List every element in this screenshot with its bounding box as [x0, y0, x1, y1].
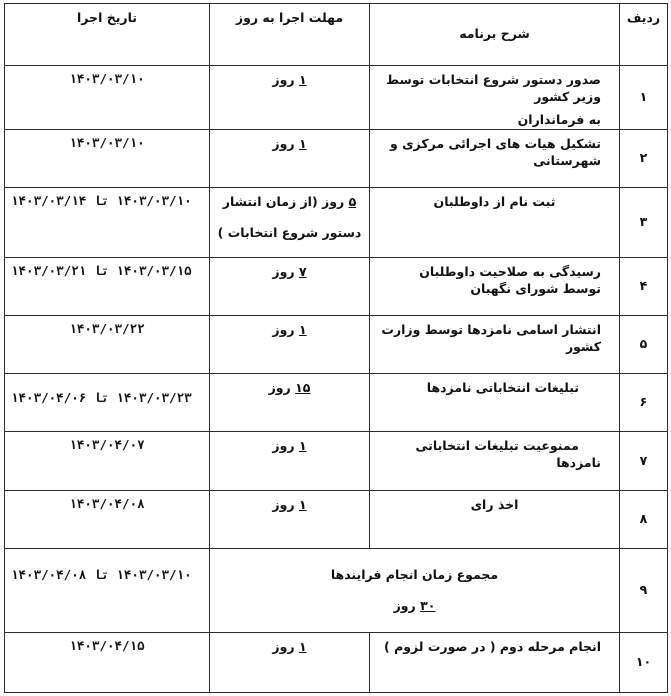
table-row — [5, 632, 668, 692]
header-date: تاریخ اجرا — [5, 4, 210, 66]
row-number: ۵ — [620, 316, 668, 374]
description-line: انجام مرحله دوم ( در صورت لزوم ) — [384, 638, 601, 654]
duration-unit: روز — [272, 322, 295, 338]
duration-number: ۱ — [298, 496, 307, 512]
row-description — [370, 632, 620, 692]
total-label: مجموع زمان انجام فرایندها — [330, 566, 499, 582]
description-line: ممنوعیت تبلیغات انتخاباتی نامزدها — [415, 438, 601, 471]
election-schedule-table — [4, 3, 668, 693]
table-row — [5, 374, 668, 432]
table-row — [5, 187, 668, 257]
row-number: ۶ — [620, 374, 668, 432]
table-row — [5, 129, 668, 187]
description-line: اخذ رای — [470, 496, 519, 512]
duration-unit: روز — [272, 72, 295, 87]
row-number: ۷ — [620, 432, 668, 490]
row-date: ۱۴۰۳/۰۴/۰۸ — [5, 490, 210, 548]
duration-unit: روز — [272, 638, 295, 654]
row-description — [370, 187, 620, 257]
row-duration — [210, 66, 370, 130]
row-date: ۱۴۰۳/۰۴/۰۷ — [5, 432, 210, 490]
duration-number: ۱ — [298, 72, 307, 87]
description-line: انتشار اسامی نامزدها توسط وزارت کشور — [381, 322, 601, 355]
duration-unit: روز — [272, 438, 295, 454]
row-number: ۹ — [620, 548, 668, 632]
header-description: شرح برنامه — [370, 4, 620, 66]
duration-number: ۱ — [298, 135, 307, 151]
total-duration — [220, 598, 609, 615]
duration-note: دستور شروع انتخابات ) — [217, 224, 362, 240]
row-date: ۱۴۰۳/۰۳/۱۵ تا ۱۴۰۳/۰۳/۲۱ — [5, 258, 210, 316]
row-date: ۱۴۰۳/۰۳/۱۰ تا ۱۴۰۳/۰۴/۰۸ — [5, 548, 210, 632]
table-row — [5, 432, 668, 490]
duration-number: ۱۵ — [295, 380, 311, 396]
row-number: ۴ — [620, 258, 668, 316]
row-description — [370, 258, 620, 316]
duration-unit: روز — [272, 496, 295, 512]
duration-unit: روز — [272, 135, 295, 151]
table-row — [5, 316, 668, 374]
row-duration — [210, 316, 370, 374]
row-description — [370, 316, 620, 374]
description-line: ثبت نام از داوطلبان — [433, 193, 556, 209]
duration-unit: روز — [272, 264, 295, 280]
header-row — [5, 4, 668, 66]
row-date: ۱۴۰۳/۰۴/۱۵ — [5, 632, 210, 692]
description-line: تبلیغات انتخاباتی نامزدها — [426, 380, 579, 396]
table-row — [5, 66, 668, 130]
row-duration — [210, 374, 370, 432]
row-date: ۱۴۰۳/۰۳/۲۳ تا ۱۴۰۳/۰۴/۰۶ — [5, 374, 210, 432]
description-line: تشکیل هیات های اجرائی مرکزی و شهرستانی — [389, 135, 601, 168]
description-line: به فرمانداران — [517, 111, 601, 127]
total-description — [210, 548, 620, 632]
row-number: ۱۰ — [620, 632, 668, 692]
duration-number: ۱ — [298, 322, 307, 338]
row-description — [370, 490, 620, 548]
duration-unit: روز (از زمان انتشار — [222, 193, 345, 209]
row-date: ۱۴۰۳/۰۳/۱۰ — [5, 129, 210, 187]
row-duration — [210, 258, 370, 316]
row-number: ۱ — [620, 66, 668, 130]
row-date: ۱۴۰۳/۰۳/۱۰ تا ۱۴۰۳/۰۳/۱۴ — [5, 187, 210, 257]
header-row-number: ردیف — [620, 4, 668, 66]
duration-number: ۷ — [298, 264, 307, 280]
row-number: ۳ — [620, 187, 668, 257]
row-duration — [210, 632, 370, 692]
table-row — [5, 490, 668, 548]
total-duration-unit: روز — [393, 597, 416, 613]
row-description — [370, 432, 620, 490]
duration-number: ۱ — [298, 638, 307, 654]
table-row — [5, 258, 668, 316]
duration-unit: روز — [268, 380, 291, 396]
table-row-total — [5, 548, 668, 632]
row-duration — [210, 490, 370, 548]
row-description — [370, 129, 620, 187]
row-description — [370, 374, 620, 432]
description-line: صدور دستور شروع انتخابات توسط وزیر کشور — [386, 72, 601, 104]
header-duration: مهلت اجرا به روز — [210, 4, 370, 66]
row-date: ۱۴۰۳/۰۳/۱۰ — [5, 66, 210, 130]
row-duration — [210, 129, 370, 187]
row-date: ۱۴۰۳/۰۳/۲۲ — [5, 316, 210, 374]
total-duration-number: ۳۰ — [420, 597, 436, 613]
duration-number: ۵ — [348, 193, 357, 209]
row-duration — [210, 187, 370, 257]
duration-number: ۱ — [298, 438, 307, 454]
row-description — [370, 66, 620, 130]
row-duration — [210, 432, 370, 490]
row-number: ۲ — [620, 129, 668, 187]
description-line: رسیدگی به صلاحیت داوطلبان توسط شورای نگهبان — [419, 264, 601, 296]
row-number: ۸ — [620, 490, 668, 548]
